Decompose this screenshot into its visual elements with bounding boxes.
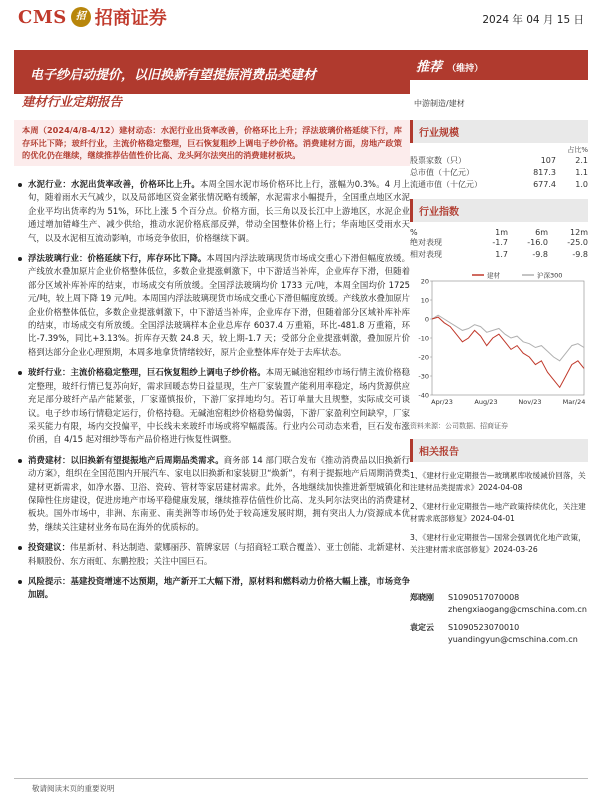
index-col-header: 6m <box>535 228 548 237</box>
summary-box: 本周（2024/4/8-4/12）建材动态：水泥行业出货率改善，价格环比上升；浮法玻璃价格延续下行，库存环比下降；玻纤行业，主流价格稳定整理，巨石恢复粗纱上调电子纱价格。消费建材方面，房地产政策的优化仍在继续，继续推荐估值性价比高、龙头阿尔法突出的消费建材板块。 <box>14 120 410 166</box>
footer-disclaimer: 敬请阅读末页的重要说明 <box>32 784 115 793</box>
chart-frame <box>432 281 584 395</box>
logo <box>18 4 167 30</box>
analyst-id: S1090517070008 <box>448 592 520 602</box>
y-tick-label: 0 <box>424 315 429 324</box>
bullet-head: 投资建议： <box>28 542 70 553</box>
index-row <box>410 249 588 261</box>
scale-label: 股票家数（只） <box>410 156 466 165</box>
x-tick-label: Nov/23 <box>518 398 542 406</box>
scale-heading: 行业规模 <box>410 120 588 143</box>
bullet-head: 浮法玻璃行业：价格延续下行，库存环比下降。 <box>28 253 207 264</box>
x-tick-label: Aug/23 <box>474 398 498 406</box>
bullet-head: 消费建材：以旧换新有望提振地产后周期品类需求。 <box>28 454 224 465</box>
sector-label: 中游制造/建材 <box>414 99 465 108</box>
index-value: -16.0 <box>527 238 548 247</box>
bullet-body: 伟星新材、科达制造、蒙娜丽莎、箭牌家居（与招商轻工联合覆盖）、亚士创能、北新建材、科顺股份、东方雨虹、东鹏控股；关注中国巨石。 <box>28 542 410 566</box>
series-line-csi300 <box>432 315 584 361</box>
index-row <box>410 237 588 249</box>
index-label: 相对表现 <box>410 250 442 259</box>
header-bar <box>0 0 600 36</box>
y-tick-label: -10 <box>418 334 429 343</box>
analyst-row <box>410 622 588 634</box>
analyst-email[interactable]: yuandingyun@cmschina.com.cn <box>448 634 578 644</box>
scale-pct: 1.1 <box>575 168 588 177</box>
legend-label: 建材 <box>487 271 500 280</box>
y-tick-label: -40 <box>418 391 429 400</box>
logo-company-name: 招商证券 <box>94 8 167 29</box>
analyst-row <box>410 592 588 604</box>
index-col-header: % <box>410 228 418 237</box>
x-tick-label: Mar/24 <box>562 398 586 406</box>
analyst-id: S1090523070010 <box>448 622 520 632</box>
index-value: -1.7 <box>492 238 508 247</box>
index-value: -9.8 <box>572 250 588 259</box>
related-text[interactable]: 2、《建材行业定期报告—地产政策持续优化，关注建材需求底部修复》2024-04-01 <box>410 502 586 523</box>
y-tick-label: -30 <box>418 372 429 381</box>
scale-row <box>410 179 588 191</box>
y-tick-label: 20 <box>420 277 429 286</box>
related-item[interactable] <box>410 532 588 555</box>
bullet-item <box>14 575 410 602</box>
index-value: -25.0 <box>567 238 588 247</box>
scale-row <box>410 155 588 167</box>
scale-value: 677.4 <box>533 180 556 189</box>
bullet-body: 本周国内浮法玻璃现货市场成交重心下滑但幅度放缓。产线放水叠加原片企业价格整体低位，多数企业提涨刺激下，中下游适当补库，企业库存下滑，但随着部分区域补库补库的结束，市场成交有所放缓。全国浮法玻璃均价 1733 元/吨，本周全国均价 1725 元/吨，较上周下降 19 元/吨。本周国内浮法玻璃现货市场成交重心下滑但幅度放缓。产线放水叠加原片企业价格整体低位，多数企业提涨刺激下，中下游适当补库，企业库存下滑，但随着部分区域补库补库的结束，市场成交有所放缓。全国浮法玻璃样本企业总库存 6037.4 万重箱，环比-481.8 万重箱，环比-7.39%，同比+3.13%。折库存天数 24.8 天，较上期-1.7 天；受部分企业提涨刺激，叠加原片价格到达部分企业心理预期，本周多地拿货情绪较好，原片企业整体库存处于去库状态。 <box>28 253 411 357</box>
x-tick-label: Apr/23 <box>431 398 453 406</box>
scale-value: 817.3 <box>533 168 556 177</box>
scale-unit: 占比% <box>567 146 588 154</box>
y-tick-label: -20 <box>418 353 429 362</box>
legend-label: 沪深300 <box>537 271 563 280</box>
scale-pct: 2.1 <box>575 156 588 165</box>
footer-divider <box>14 778 588 779</box>
rating-badge <box>408 50 588 80</box>
analyst-name: 袁定云 <box>410 622 434 632</box>
index-col-header: 12m <box>570 228 588 237</box>
analyst-block <box>410 592 588 646</box>
performance-chart <box>410 265 588 415</box>
related-item[interactable] <box>410 501 588 524</box>
sidebar <box>410 112 588 646</box>
scale-pct: 1.0 <box>575 180 588 189</box>
bullet-body: 商务部 14 部门联合发布《推动消费品以旧换新行动方案》，组织在全国范围内开展汽车、家电以旧换新和家装厨卫“焕新”，有利于提振地产后周期消费类建材更新需求，如净水器、卫浴、瓷砖、管材等家居建材需求。此外，各地继续加快推进新型城镇化和保障性住房建设，促进房地产市场平稳健康发展，继续推荐估值性价比高、龙头阿尔法突出的消费建材板块。国外市场中，非洲、东南亚、南美洲等市场仍处于较高速发展时期，拥有突出人力/资源成本优势，继续关注建材业务布局在海外的优质标的。 <box>28 454 410 532</box>
report-subtitle: 建材行业定期报告 <box>22 94 123 109</box>
logo-emblem-icon: 招 <box>71 7 91 27</box>
analyst-email[interactable]: zhengxiaogang@cmschina.com.cn <box>448 604 587 614</box>
report-title: 电子纱启动提价，以旧换新有望提振消费品类建材 <box>14 50 410 94</box>
report-date: 2024 年 04 月 15 日 <box>482 14 584 26</box>
index-heading: 行业指数 <box>410 199 588 222</box>
related-item[interactable] <box>410 470 588 493</box>
scale-value: 107 <box>540 156 556 165</box>
index-col-header: 1m <box>495 228 508 237</box>
scale-label: 流通市值（十亿元） <box>410 180 482 189</box>
chart-source: 资料来源：公司数据、招商证券 <box>410 422 508 430</box>
rating-sub: （维持） <box>447 64 484 74</box>
index-header-row <box>410 228 588 237</box>
related-heading: 相关报告 <box>410 439 588 462</box>
bullet-head: 玻纤行业：主流价格稳定整理，巨石恢复粗纱上调电子纱价格。 <box>28 367 266 378</box>
rating-label: 推荐 <box>416 60 443 75</box>
series-line-building-materials <box>432 317 584 387</box>
bullet-body: 本周无碱池窑粗纱市场行情主流价格稳定整理，玻纤行情已复苏向好，需求回暖态势日益显现，生产厂家装置产能利用率稳定，场内货源供应充足部分玻纤产品产能紧张，厂家谨慎报价，下游厂家拌地均匀。若订单量大且规整，实际成交可谈议。电子纱市场行情稳定运行，价格持稳。无碱池窑粗纱价格稳势偏弱，下游厂家盈利空间缺窄，厂家采买能力有限，场内交投偏平，中长线未来玻纤市场或将窄幅震荡。行业内公司动态来看，巨石发布涨价函，自 4/15 起对细纱等布产品价格进行恢复性调整。 <box>28 367 411 445</box>
index-value: -9.8 <box>532 250 548 259</box>
logo-cms-text: CMS <box>18 6 67 28</box>
bullet-head: 水泥行业：水泥出货率改善，价格环比上升。 <box>28 179 200 189</box>
scale-label: 总市值（十亿元） <box>410 168 474 177</box>
related-text[interactable]: 1、《建材行业定期报告—玻璃累库收缓减价回落，关注建材品类提需求》2024-04-08 <box>410 471 586 492</box>
bullet-item <box>14 541 410 568</box>
bullet-item <box>14 366 410 446</box>
index-label: 绝对表现 <box>410 238 442 247</box>
bullet-item <box>14 252 410 359</box>
related-list <box>410 470 588 556</box>
bullet-list <box>14 178 410 609</box>
bullet-body: 本周全国水泥市场价格环比上行，涨幅为0.3%。4 月上旬，随着雨水天气减少，以及局部地区资金紧张情况略有缓解，水泥需求小幅提升，全国重点地区水泥企业平均出货率约为 51%，环比上涨 5 个百分点。价格方面，长三角以及长江中上游地区，水泥企业通过增加错峰生产、减少供给，推动水泥价格底部反弹，带动全国整体价格上行；华南地区受雨水天气，以及水泥相互流动影响，市场竞争依旧，价格继续下调。 <box>28 179 410 243</box>
scale-row <box>410 167 588 179</box>
y-tick-label: 10 <box>420 296 429 305</box>
bullet-head: 风险提示：基建投资增速不达预期，地产新开工大幅下滑，原材料和燃料动力价格大幅上涨，市场竞争加剧。 <box>28 575 410 600</box>
bullet-item <box>14 454 410 534</box>
analyst-name: 郑晓刚 <box>410 592 434 602</box>
index-value: 1.7 <box>495 250 508 259</box>
bullet-item <box>14 178 410 245</box>
related-text[interactable]: 3、《建材行业定期报告—国常会强调优化地产政策，关注建材需求底部修复》2024-03-26 <box>410 533 586 554</box>
